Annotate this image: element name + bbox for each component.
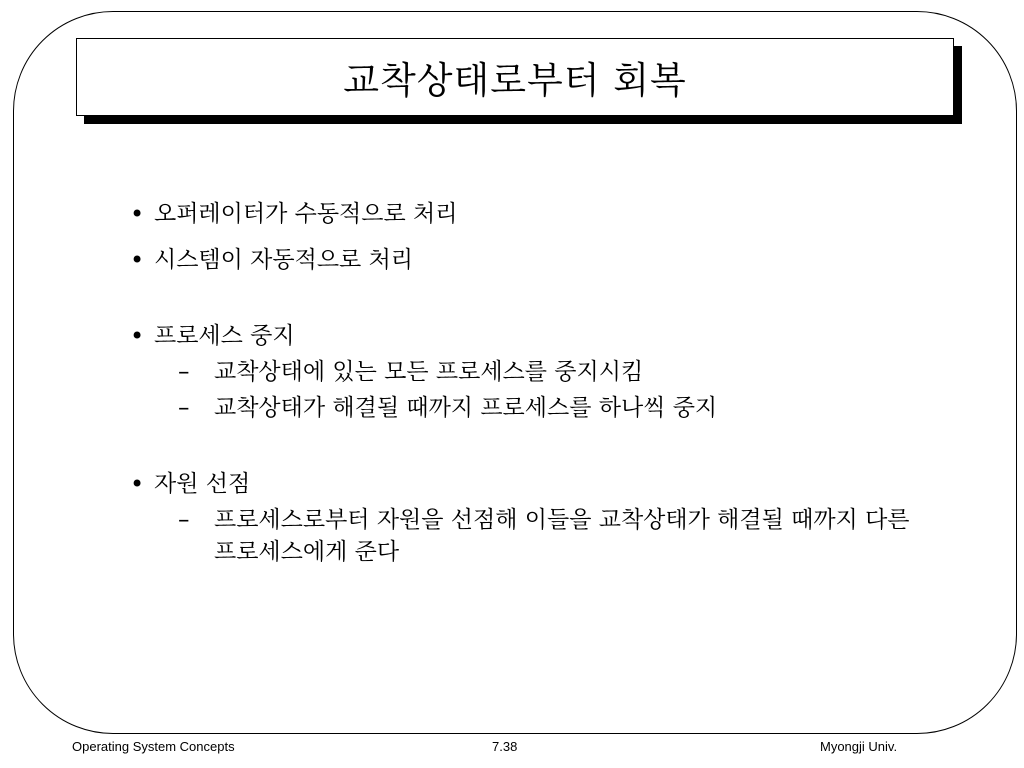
bullet-icon: •	[130, 200, 145, 228]
bullet-icon: •	[130, 246, 145, 274]
footer-left: Operating System Concepts	[72, 739, 235, 754]
sub-text: 프로세스로부터 자원을 선점해 이들을 교착상태가 해결될 때까지 다른 프로세스에게 준다	[214, 507, 910, 565]
bullet-icon: •	[130, 470, 145, 498]
bullet-item-3	[130, 320, 950, 352]
sub-item-4-1	[130, 504, 914, 568]
bullet-text: 시스템이 자동적으로 처리	[154, 247, 414, 273]
slide-content	[130, 198, 950, 568]
sub-text: 교착상태에 있는 모든 프로세스를 중지시킴	[214, 359, 644, 385]
bullet-item-2	[130, 244, 950, 276]
bullet-text: 프로세스 중지	[154, 323, 295, 349]
footer-right: Myongji Univ.	[820, 739, 898, 754]
bullet-item-1	[130, 198, 950, 230]
dash-icon: –	[178, 507, 190, 533]
bullet-item-4	[130, 468, 950, 500]
dash-icon: –	[178, 395, 190, 421]
sub-item-3-1	[130, 356, 950, 388]
footer-page-number: 7.38	[492, 739, 518, 754]
title-box	[76, 38, 954, 116]
bullet-text: 오퍼레이터가 수동적으로 처리	[154, 201, 458, 227]
sub-text: 교착상태가 해결될 때까지 프로세스를 하나씩 중지	[214, 395, 718, 421]
sub-item-3-2	[130, 392, 950, 424]
dash-icon: –	[178, 359, 190, 385]
bullet-text: 자원 선점	[154, 471, 251, 497]
slide-title: 교착상태로부터 회복	[343, 59, 687, 102]
bullet-icon: •	[130, 322, 145, 350]
